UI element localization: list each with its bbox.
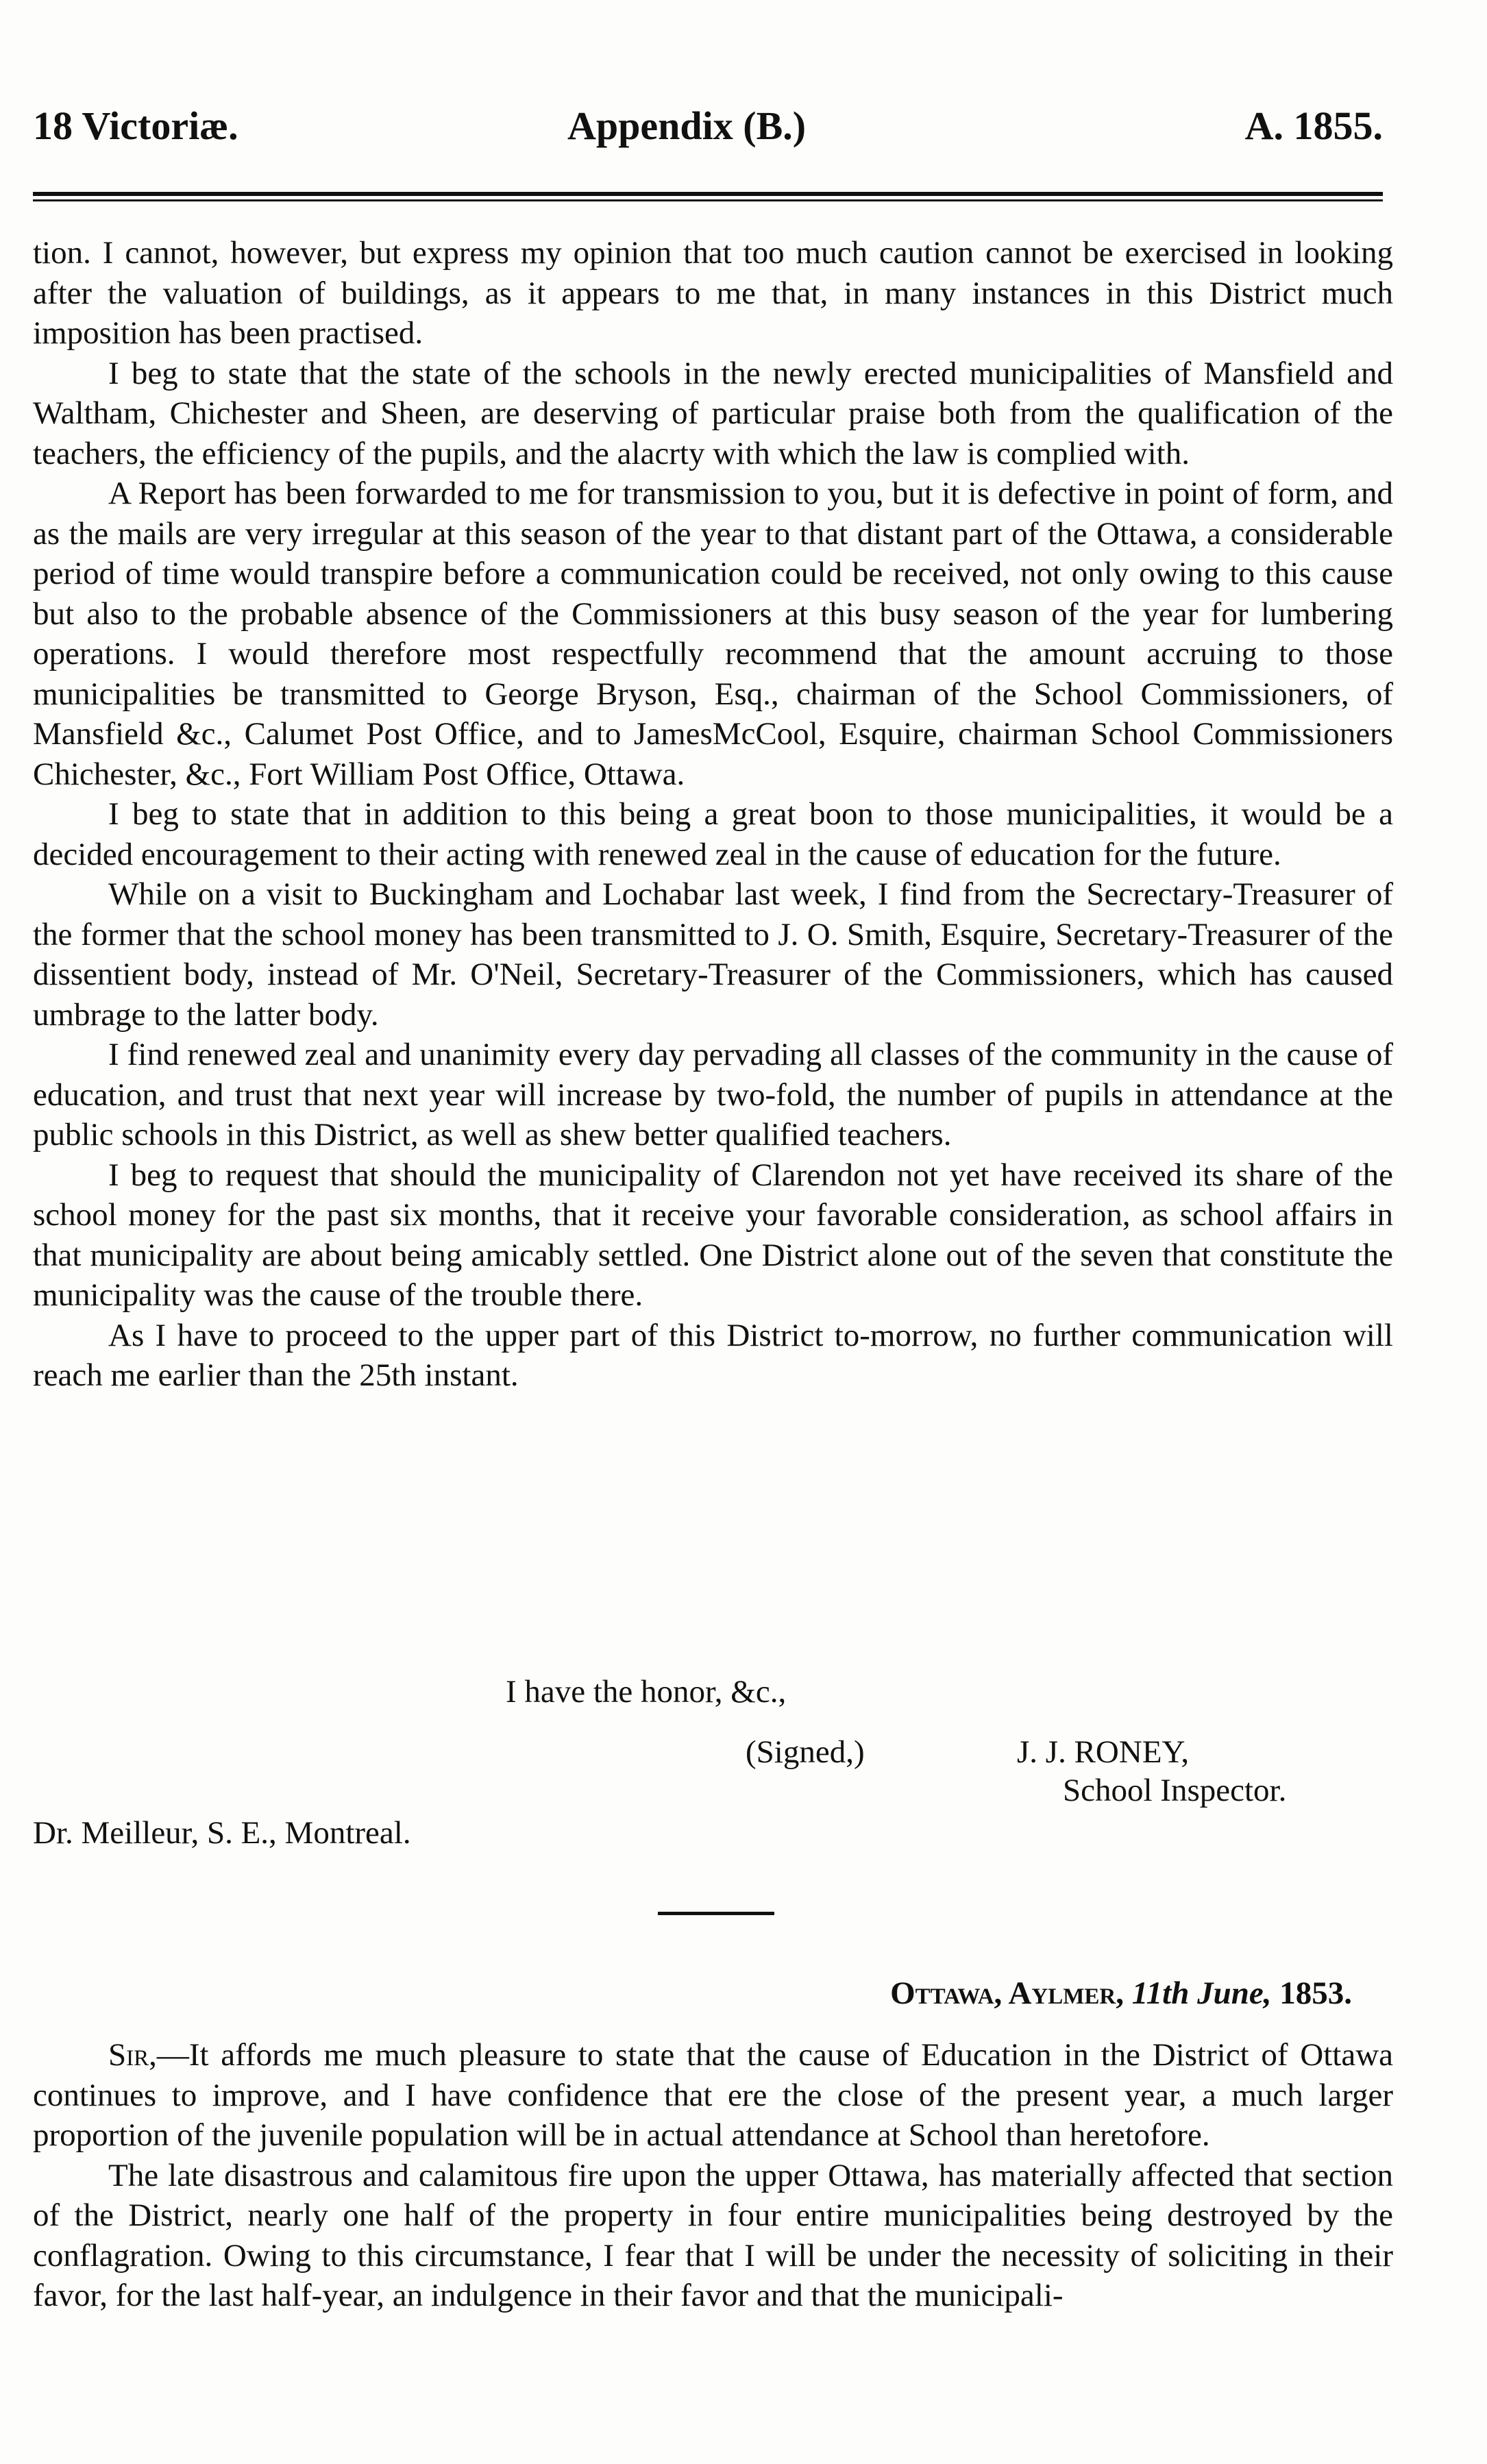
- closing-text: I have the honor, &c.,: [506, 1674, 787, 1710]
- paragraph: [33, 2035, 1393, 2156]
- paragraph: I beg to state that the state of the schools in the newly erected municipalities of Mansfield and Waltham, Chichester and Sheen, are deserving of particular praise both from the qualification of the teachers, the efficiency of the pupils, and the alacrty with which the law is complied with.: [33, 355, 1393, 471]
- paragraph: I beg to request that should the municipality of Clarendon not yet have received its share of the school money for the past six months, that it receive your favorable consideration, as school affairs in that municipality are about being amicably settled. One District alone out of the seven that constitute the municipality was the cause of the trouble there.: [33, 1157, 1393, 1313]
- header-appendix: Appendix (B.): [567, 103, 807, 148]
- paragraph: The late disastrous and calamitous fire upon the upper Ottawa, has materially affected that section of the District, nearly one half of the property in four entire municipalities being destroyed by the conflagration. Owing to this circumstance, I fear that I will be under the necessity of soliciting in their favor, for the last half-year, an indulgence in their favor and that the municipali-: [33, 2157, 1393, 2313]
- dateline: [33, 1973, 1352, 2013]
- letter-one-body: [33, 233, 1393, 1396]
- paragraph: I find renewed zeal and unanimity every day pervading all classes of the community in the cause of education, and trust that next year will increase by two-fold, the number of pupils in attendance at the public schools in this District, as well as shew better qualified teachers.: [33, 1037, 1393, 1153]
- letter-two-body: [33, 2035, 1393, 2316]
- paragraph: tion. I cannot, however, but express my opinion that too much caution cannot be exercised in looking after the valuation of buildings, as it appears to me that, in many instances in this District much imposition has been practised.: [33, 235, 1393, 351]
- dateline-day: 11th June,: [1131, 1975, 1272, 2011]
- paragraph-text: —It affords me much pleasure to state that the cause of Education in the District of Ottawa continues to improve, and I have confidence that ere the close of the present year, a much larger proportion of the juvenile population will be in actual attendance at School than heretofore.: [33, 2037, 1393, 2153]
- paragraph: As I have to proceed to the upper part of this District to-morrow, no further communication will reach me earlier than the 25th instant.: [33, 1317, 1393, 1393]
- paragraph: A Report has been forwarded to me for transmission to you, but it is defective in point of form, and as the mails are very irregular at this season of the year to that distant part of the Ottawa, a considerable period of time would transpire before a communication could be received, not only owing to this cause but also to the probable absence of the Commissioners at this busy season of the year for lumbering operations. I would therefore most respectfully recommend that the amount accruing to those municipalities be transmitted to George Bryson, Esq., chairman of the School Commissioners, of Mansfield &c., Calumet Post Office, and to JamesMcCool, Esquire, chairman School Commissioners Chichester, &c., Fort William Post Office, Ottawa.: [33, 476, 1393, 792]
- dateline-year: 1853.: [1279, 1975, 1352, 2011]
- paragraph: I beg to state that in addition to this being a great boon to those municipalities, it would be a decided encouragement to their acting with renewed zeal in the cause of education for the future.: [33, 796, 1393, 872]
- section-divider: [658, 1912, 774, 1915]
- signer-name: J. J. RONEY,: [1017, 1734, 1190, 1770]
- signer-title: School Inspector.: [1063, 1773, 1287, 1808]
- header-rule: [33, 192, 1383, 201]
- addressee: Dr. Meilleur, S. E., Montreal.: [33, 1815, 411, 1851]
- header-session: 18 Victoriæ.: [33, 103, 238, 148]
- paragraph: While on a visit to Buckingham and Lochabar last week, I find from the Secrectary-Treasurer of the former that the school money has been transmitted to J. O. Smith, Esquire, Secretary-Treasurer of the dissentient body, instead of Mr. O'Neil, Secretary-Treasurer of the Commissioners, which has caused umbrage to the latter body.: [33, 876, 1393, 1033]
- signed-label: (Signed,): [746, 1734, 865, 1770]
- header-year: A. 1855.: [1244, 103, 1383, 148]
- page-header: [33, 103, 1383, 158]
- dateline-place: Ottawa, Aylmer,: [890, 1975, 1124, 2011]
- salutation: Sir,: [108, 2037, 157, 2073]
